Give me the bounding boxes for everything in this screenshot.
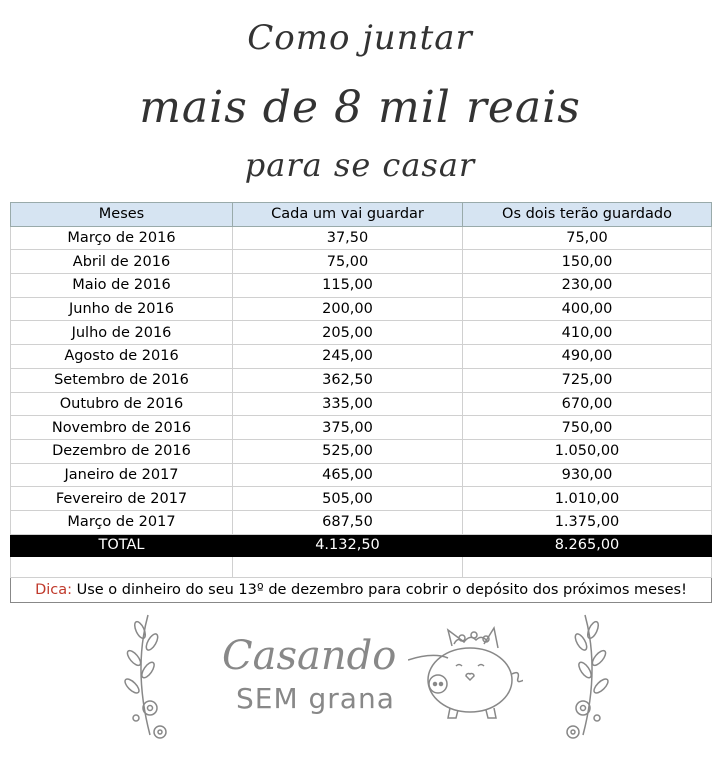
both-amount-cell: 930,00 <box>463 463 712 487</box>
table-row <box>11 392 712 416</box>
empty-cell <box>233 556 463 577</box>
table-row <box>11 463 712 487</box>
each-amount-cell: 362,50 <box>233 368 463 392</box>
both-amount-cell: 670,00 <box>463 392 712 416</box>
each-amount-cell: 335,00 <box>233 392 463 416</box>
both-amount-cell: 75,00 <box>463 226 712 250</box>
month-cell: Abril de 2016 <box>11 250 233 274</box>
title-line-2: mais de 8 mil reais <box>139 82 581 133</box>
header-months: Meses <box>11 203 233 227</box>
each-amount-cell: 245,00 <box>233 345 463 369</box>
month-cell: Fevereiro de 2017 <box>11 487 233 511</box>
both-amount-cell: 750,00 <box>463 416 712 440</box>
each-amount-cell: 200,00 <box>233 297 463 321</box>
month-cell: Janeiro de 2017 <box>11 463 233 487</box>
title-line-1: Como juntar <box>247 18 473 58</box>
empty-cell <box>11 556 233 577</box>
each-amount-cell: 115,00 <box>233 274 463 298</box>
month-cell: Setembro de 2016 <box>11 368 233 392</box>
both-amount-cell: 490,00 <box>463 345 712 369</box>
month-cell: Março de 2017 <box>11 510 233 534</box>
month-cell: Julho de 2016 <box>11 321 233 345</box>
both-amount-cell: 150,00 <box>463 250 712 274</box>
laurel-branch-icon <box>555 610 615 745</box>
title-line-3: para se casar <box>244 146 476 184</box>
pig-icon <box>408 622 523 722</box>
savings-table <box>10 202 712 603</box>
laurel-branch-icon <box>118 610 178 745</box>
both-amount-cell: 410,00 <box>463 321 712 345</box>
both-amount-cell: 1.010,00 <box>463 487 712 511</box>
each-amount-cell: 37,50 <box>233 226 463 250</box>
month-cell: Agosto de 2016 <box>11 345 233 369</box>
tip-cell <box>11 577 712 602</box>
month-cell: Março de 2016 <box>11 226 233 250</box>
header-each: Cada um vai guardar <box>233 203 463 227</box>
total-each: 4.132,50 <box>233 534 463 556</box>
empty-row <box>11 556 712 577</box>
logo-text-line-2: SEM grana <box>236 682 395 715</box>
both-amount-cell: 725,00 <box>463 368 712 392</box>
header-row <box>11 203 712 227</box>
both-amount-cell: 400,00 <box>463 297 712 321</box>
each-amount-cell: 375,00 <box>233 416 463 440</box>
month-cell: Maio de 2016 <box>11 274 233 298</box>
table-row <box>11 274 712 298</box>
table-row <box>11 487 712 511</box>
table-row <box>11 297 712 321</box>
each-amount-cell: 505,00 <box>233 487 463 511</box>
total-label: TOTAL <box>11 534 233 556</box>
month-cell: Junho de 2016 <box>11 297 233 321</box>
each-amount-cell: 525,00 <box>233 439 463 463</box>
month-cell: Novembro de 2016 <box>11 416 233 440</box>
table-row <box>11 345 712 369</box>
table-row <box>11 416 712 440</box>
tip-label: Dica: <box>35 581 72 598</box>
logo-text-line-1: Casando <box>222 633 397 679</box>
casando-sem-grana-logo <box>0 610 720 760</box>
each-amount-cell: 465,00 <box>233 463 463 487</box>
both-amount-cell: 230,00 <box>463 274 712 298</box>
each-amount-cell: 687,50 <box>233 510 463 534</box>
both-amount-cell: 1.050,00 <box>463 439 712 463</box>
each-amount-cell: 205,00 <box>233 321 463 345</box>
header-both: Os dois terão guardado <box>463 203 712 227</box>
table-row <box>11 321 712 345</box>
total-row <box>11 534 712 556</box>
both-amount-cell: 1.375,00 <box>463 510 712 534</box>
table-row <box>11 250 712 274</box>
each-amount-cell: 75,00 <box>233 250 463 274</box>
table-row <box>11 226 712 250</box>
empty-cell <box>463 556 712 577</box>
tip-row <box>11 577 712 602</box>
total-both: 8.265,00 <box>463 534 712 556</box>
tip-text: Use o dinheiro do seu 13º de dezembro para cobrir o depósito dos próximos meses! <box>72 581 687 598</box>
table-row <box>11 368 712 392</box>
table-body <box>11 226 712 534</box>
table-row <box>11 439 712 463</box>
table-row <box>11 510 712 534</box>
month-cell: Outubro de 2016 <box>11 392 233 416</box>
month-cell: Dezembro de 2016 <box>11 439 233 463</box>
